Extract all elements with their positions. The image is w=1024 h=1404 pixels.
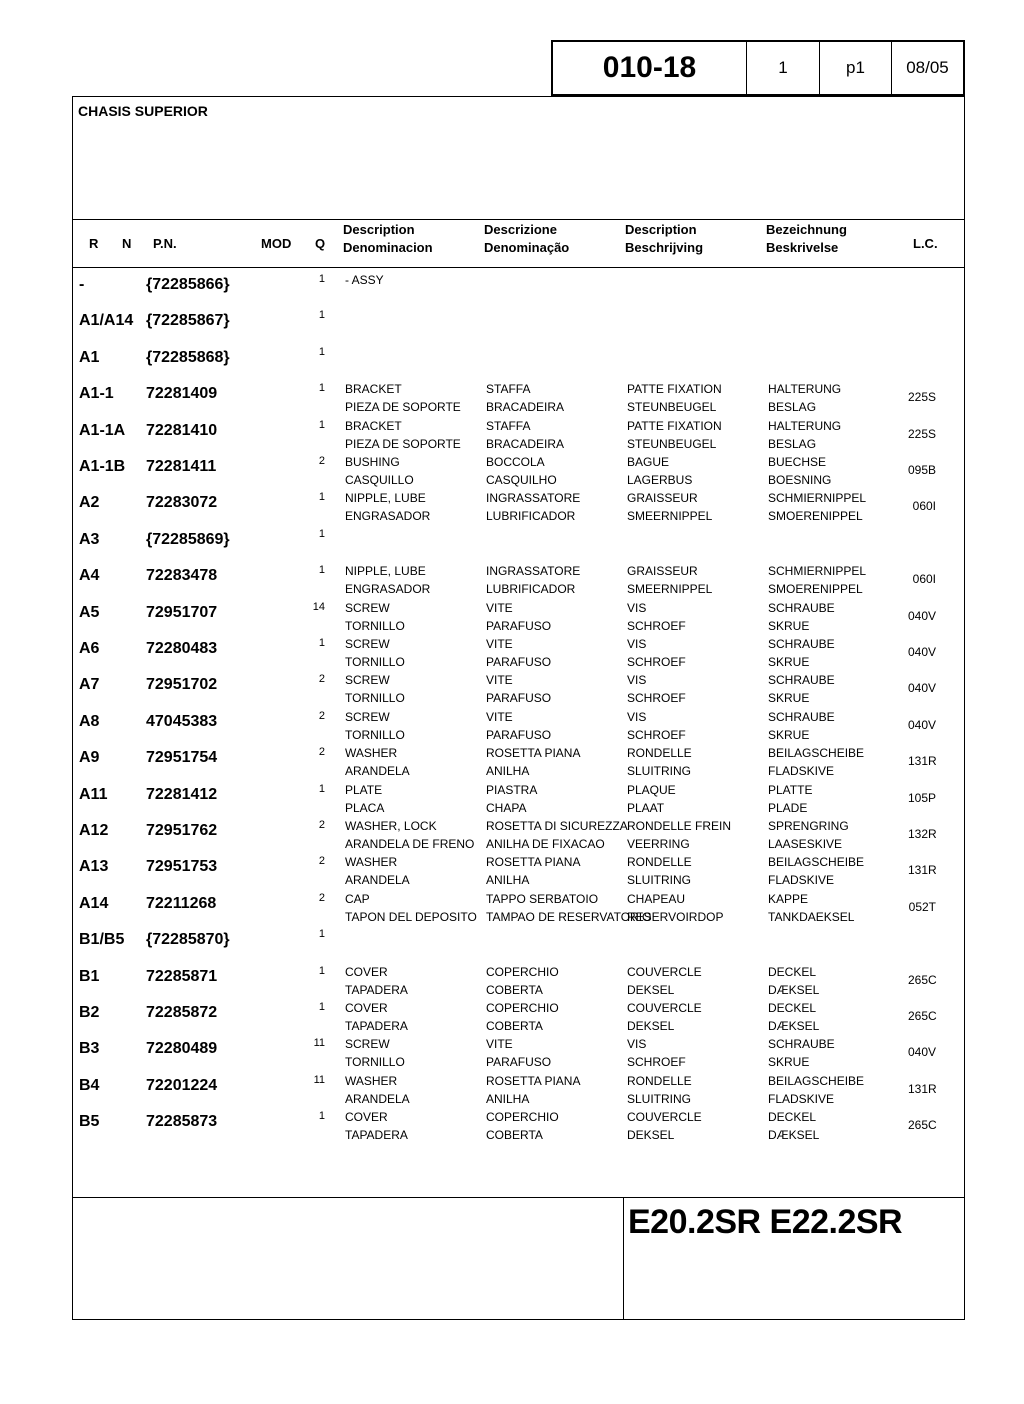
description-d5: PATTE FIXATION — [627, 418, 722, 433]
description-d8: TANKDAEKSEL — [768, 909, 855, 924]
description-d8: FLADSKIVE — [768, 873, 835, 888]
description-d2: CASQUILLO — [345, 473, 414, 487]
description-d8: PLADE — [768, 800, 808, 815]
part-number: 72211268 — [146, 894, 217, 912]
description-d7: DECKEL — [768, 1110, 817, 1125]
lc-code: 265C — [908, 1009, 937, 1023]
part-number: 72285873 — [146, 1113, 218, 1131]
lc-code: 131R — [908, 863, 937, 878]
col-header-de — [766, 221, 847, 257]
description-d1: BRACKET — [345, 382, 402, 397]
col-header-en-line2: Denominacion — [343, 240, 433, 255]
description-d4: PARAFUSO — [486, 618, 552, 633]
quantity: 2 — [318, 891, 325, 904]
part-number: 72280483 — [146, 640, 218, 657]
description-d2: PLACA — [345, 800, 385, 815]
description-d2: TORNILLO — [345, 618, 405, 633]
description-d5: VIS — [627, 1037, 647, 1052]
item-reference: A11 — [79, 785, 108, 803]
description-d6: LAGERBUS — [627, 473, 693, 487]
description-d7: SCHRAUBE — [768, 600, 835, 615]
item-reference: A6 — [79, 640, 100, 657]
table-row — [73, 597, 963, 633]
table-row — [73, 1070, 963, 1106]
description-d1: WASHER — [345, 746, 398, 761]
table-row — [73, 269, 963, 305]
quantity: 2 — [318, 709, 325, 722]
description-d8: DÆKSEL — [768, 1019, 820, 1033]
description-d7: SCHRAUBE — [768, 709, 835, 724]
description-d7: BEILAGSCHEIBE — [768, 746, 865, 761]
item-reference: B1 — [79, 967, 100, 985]
divider — [73, 219, 964, 220]
item-reference: A13 — [79, 858, 109, 876]
description-d7: BUECHSE — [768, 455, 827, 469]
quantity: 1 — [318, 637, 325, 649]
lc-code: 040V — [908, 681, 937, 696]
item-reference: A7 — [79, 676, 100, 694]
description-d1: NIPPLE, LUBE — [345, 491, 426, 506]
item-reference: - — [79, 276, 85, 293]
description-d6: SCHROEF — [627, 655, 686, 669]
description-d7: DECKEL — [768, 1001, 817, 1015]
description-d5: GRAISSEUR — [627, 491, 698, 506]
description-d3: TAPPO SERBATOIO — [486, 891, 599, 906]
quantity: 1 — [318, 273, 325, 285]
part-number: 72951754 — [146, 749, 218, 767]
part-number: 72951702 — [146, 676, 218, 694]
description-d4: PARAFUSO — [486, 655, 552, 669]
quantity: 11 — [313, 1037, 325, 1050]
description-d8: SKRUE — [768, 1055, 810, 1070]
col-header-it-line1: Descrizione — [484, 222, 557, 237]
part-number: 72951762 — [146, 822, 218, 839]
table-row — [73, 342, 963, 378]
description-d4: ANILHA — [486, 1091, 530, 1106]
description-d1: SCREW — [345, 600, 390, 615]
description-d6: SCHROEF — [627, 691, 686, 706]
description-d6: DEKSEL — [627, 982, 675, 997]
description-d1: WASHER — [345, 1073, 398, 1088]
item-reference: A5 — [79, 603, 100, 621]
description-d5: COUVERCLE — [627, 1001, 702, 1015]
document-code: 010-18 — [553, 42, 747, 94]
description-d4: TAMPAO DE RESERVATORIO — [486, 909, 652, 924]
description-d6: DEKSEL — [627, 1128, 675, 1143]
table-row — [73, 669, 963, 705]
document-header-box — [551, 40, 965, 96]
lc-code: 040V — [908, 717, 937, 732]
description-d1: WASHER, LOCK — [345, 819, 437, 833]
part-number: 72281409 — [146, 385, 218, 403]
description-d2: TORNILLO — [345, 727, 405, 742]
description-d1: SCREW — [345, 637, 390, 651]
table-row — [73, 305, 963, 341]
table-row — [73, 633, 963, 669]
description-d5: COUVERCLE — [627, 964, 702, 979]
quantity: 1 — [318, 1110, 325, 1123]
description-d5: PATTE FIXATION — [627, 382, 722, 397]
description-d3: COPERCHIO — [486, 1001, 559, 1015]
description-d7: SCHRAUBE — [768, 1037, 835, 1052]
description-d3: COPERCHIO — [486, 964, 559, 979]
description-d6: STEUNBEUGEL — [627, 436, 717, 451]
lc-code: 060I — [912, 572, 936, 587]
col-header-pn: P.N. — [153, 236, 177, 251]
description-d4: ANILHA — [486, 764, 530, 779]
description-d8: FLADSKIVE — [768, 764, 835, 779]
part-number: 72201224 — [146, 1076, 218, 1094]
col-header-fr — [625, 221, 703, 257]
quantity: 1 — [318, 928, 325, 941]
description-d5: VIS — [627, 637, 647, 651]
description-d8: BESLAG — [768, 400, 817, 415]
description-d1: COVER — [345, 964, 388, 979]
divider — [73, 1197, 964, 1198]
description-d3: INGRASSATORE — [486, 491, 581, 506]
description-d3: STAFFA — [486, 418, 531, 433]
description-d4: COBERTA — [486, 982, 543, 997]
item-reference: B3 — [79, 1040, 100, 1058]
table-row — [73, 815, 963, 851]
description-d4: PARAFUSO — [486, 727, 552, 742]
part-number: 72951753 — [146, 858, 218, 876]
description-d1: CAP — [345, 891, 370, 906]
description-d2: ENGRASADOR — [345, 509, 431, 524]
quantity: 1 — [318, 491, 325, 504]
table-row — [73, 524, 963, 560]
part-number: 72283072 — [146, 494, 218, 512]
item-reference: B5 — [79, 1113, 100, 1131]
description-d6: SMEERNIPPEL — [627, 582, 713, 597]
part-number: {72285870} — [146, 931, 230, 949]
description-d3: ROSETTA PIANA — [486, 855, 581, 870]
table-row — [73, 851, 963, 887]
lc-code: 225S — [908, 426, 937, 441]
table-row — [73, 487, 963, 523]
description-d8: BESLAG — [768, 436, 817, 451]
item-reference: A1 — [79, 348, 100, 366]
item-reference: A4 — [79, 567, 100, 585]
item-reference: A2 — [79, 494, 100, 512]
quantity: 1 — [318, 564, 325, 577]
description-d3: VITE — [486, 637, 513, 651]
col-header-it — [484, 221, 569, 257]
lc-code: 040V — [908, 645, 937, 659]
description-d2: TAPADERA — [345, 982, 408, 997]
description-d6: SLUITRING — [627, 764, 692, 779]
lc-code: 060I — [912, 499, 936, 514]
description-d5: VIS — [627, 673, 647, 688]
description-d3: VITE — [486, 673, 513, 688]
part-number: 72283478 — [146, 567, 218, 585]
quantity: 1 — [318, 527, 325, 540]
description-d8: DÆKSEL — [768, 1128, 820, 1143]
description-d2: TAPON DEL DEPOSITO — [345, 909, 477, 924]
description-d6: SCHROEF — [627, 727, 686, 742]
model-name: E20.2SR E22.2SR — [628, 1203, 903, 1241]
description-d2: TAPADERA — [345, 1019, 408, 1033]
description-d5: BAGUE — [627, 455, 670, 469]
lc-code: 095B — [908, 463, 937, 477]
col-header-r: R — [89, 236, 99, 251]
description-d1: NIPPLE, LUBE — [345, 564, 426, 579]
description-d3: PIASTRA — [486, 782, 538, 797]
quantity: 2 — [318, 673, 325, 686]
description-d4: BRACADEIRA — [486, 436, 565, 451]
col-header-de-line2: Beskrivelse — [766, 240, 839, 255]
description-d1: SCREW — [345, 673, 390, 688]
table-row — [73, 706, 963, 742]
description-d2: ARANDELA DE FRENO — [345, 837, 475, 851]
part-number: {72285867} — [146, 312, 230, 330]
item-reference: A9 — [79, 749, 100, 767]
description-d1: PLATE — [345, 782, 383, 797]
description-d7: HALTERUNG — [768, 382, 842, 397]
description-d6: STEUNBEUGEL — [627, 400, 717, 415]
description-d3: BOCCOLA — [486, 455, 545, 469]
item-reference: A3 — [79, 530, 100, 548]
quantity: 1 — [318, 382, 325, 395]
part-number: 72281411 — [146, 458, 217, 475]
description-d4: LUBRIFICADOR — [486, 582, 576, 597]
description-d8: SKRUE — [768, 691, 810, 706]
table-row — [73, 924, 963, 960]
item-reference: A14 — [79, 894, 109, 912]
description-d7: KAPPE — [768, 891, 809, 906]
description-d8: SKRUE — [768, 727, 810, 742]
description-d2: TORNILLO — [345, 1055, 405, 1070]
item-reference: A1-1B — [79, 458, 126, 475]
lc-code: 132R — [908, 827, 937, 841]
table-row — [73, 742, 963, 778]
description-d2: TORNILLO — [345, 655, 405, 669]
lc-code: 105P — [908, 790, 937, 805]
part-number: 47045383 — [146, 712, 218, 730]
description-d8: SMOERENIPPEL — [768, 509, 863, 524]
description-d4: CHAPA — [486, 800, 527, 815]
lc-code: 040V — [908, 1045, 937, 1060]
description-d3: COPERCHIO — [486, 1110, 559, 1125]
quantity: 2 — [318, 855, 325, 868]
quantity: 1 — [318, 345, 325, 358]
quantity: 2 — [318, 455, 325, 467]
col-header-n: N — [122, 236, 132, 251]
description-d7: SCHMIERNIPPEL — [768, 491, 867, 506]
description-d4: COBERTA — [486, 1019, 543, 1033]
table-row — [73, 961, 963, 997]
description-d2: PIEZA DE SOPORTE — [345, 400, 461, 415]
table-row — [73, 451, 963, 487]
description-d2: ARANDELA — [345, 764, 410, 779]
description-d5: RONDELLE — [627, 746, 692, 761]
description-d3: INGRASSATORE — [486, 564, 581, 579]
quantity: 1 — [318, 964, 325, 977]
footer-divider — [623, 1197, 624, 1319]
section-title: CHASIS SUPERIOR — [78, 103, 208, 119]
description-d4: ANILHA — [486, 873, 530, 888]
description-d7: BEILAGSCHEIBE — [768, 855, 865, 870]
description-d8: SKRUE — [768, 618, 810, 633]
description-d6: DEKSEL — [627, 1019, 675, 1033]
description-d4: CASQUILHO — [486, 473, 557, 487]
col-header-en-line1: Description — [343, 222, 415, 237]
description-d6: SMEERNIPPEL — [627, 509, 713, 524]
item-reference: B2 — [79, 1004, 100, 1021]
col-header-en — [343, 221, 433, 257]
description-d2: ENGRASADOR — [345, 582, 431, 597]
description-d2: TAPADERA — [345, 1128, 408, 1143]
description-d2: ARANDELA — [345, 1091, 410, 1106]
description-d4: PARAFUSO — [486, 1055, 552, 1070]
description-d5: RONDELLE — [627, 1073, 692, 1088]
quantity: 2 — [318, 819, 325, 831]
part-number: 72285871 — [146, 967, 218, 985]
description-d5: VIS — [627, 600, 647, 615]
description-d7: HALTERUNG — [768, 418, 842, 433]
description-d5: RONDELLE FREIN — [627, 819, 732, 833]
part-number: {72285869} — [146, 530, 230, 548]
description-d6: PLAAT — [627, 800, 665, 815]
lc-code: 131R — [908, 754, 937, 769]
description-d3: STAFFA — [486, 382, 531, 397]
description-d5: GRAISSEUR — [627, 564, 698, 579]
quantity: 2 — [318, 746, 325, 759]
description-d5: CHAPEAU — [627, 891, 686, 906]
col-header-q: Q — [315, 236, 326, 251]
col-header-lc: L.C. — [913, 236, 938, 251]
item-reference: B1/B5 — [79, 931, 125, 949]
item-reference: A12 — [79, 822, 109, 839]
description-d1: SCREW — [345, 1037, 390, 1052]
description-d1: SCREW — [345, 709, 390, 724]
lc-code: 265C — [908, 972, 937, 987]
lc-code: 040V — [908, 608, 937, 623]
description-d8: LAASESKIVE — [768, 837, 843, 851]
description-d5: VIS — [627, 709, 647, 724]
item-reference: B4 — [79, 1076, 100, 1094]
table-row — [73, 997, 963, 1033]
sheet-number: 1 — [747, 42, 820, 94]
description-d6: RESERVOIRDOP — [627, 909, 724, 924]
col-header-fr-line1: Description — [625, 222, 697, 237]
table-row — [73, 1033, 963, 1069]
description-d5: COUVERCLE — [627, 1110, 702, 1125]
description-d6: SLUITRING — [627, 1091, 692, 1106]
divider — [73, 267, 964, 268]
item-reference: A1/A14 — [79, 312, 134, 330]
part-number: 72951707 — [146, 603, 218, 621]
item-reference: A1-1A — [79, 421, 126, 439]
quantity: 1 — [318, 782, 325, 795]
description-d7: SCHRAUBE — [768, 637, 835, 651]
description-d7: SCHRAUBE — [768, 673, 835, 688]
part-number: {72285866} — [146, 276, 230, 293]
table-row — [73, 779, 963, 815]
description-d3: VITE — [486, 709, 513, 724]
part-number: 72281410 — [146, 421, 218, 439]
description-d6: VEERRING — [627, 837, 690, 851]
description-d7: PLATTE — [768, 782, 813, 797]
description-d3: ROSETTA PIANA — [486, 746, 581, 761]
description-d4: LUBRIFICADOR — [486, 509, 576, 524]
item-reference: A8 — [79, 712, 100, 730]
part-number: {72285868} — [146, 348, 230, 366]
lc-code: 265C — [908, 1118, 937, 1133]
description-d1: COVER — [345, 1110, 388, 1125]
part-number: 72281412 — [146, 785, 218, 803]
description-d7: SCHMIERNIPPEL — [768, 564, 867, 579]
item-reference: A1-1 — [79, 385, 114, 403]
lc-code: 131R — [908, 1081, 937, 1096]
quantity: 1 — [318, 418, 325, 431]
description-d2: ARANDELA — [345, 873, 410, 888]
lc-code: 225S — [908, 390, 937, 405]
description-d8: SMOERENIPPEL — [768, 582, 863, 597]
description-d2: PIEZA DE SOPORTE — [345, 436, 461, 451]
description-d4: PARAFUSO — [486, 691, 552, 706]
description-d1: - ASSY — [345, 273, 384, 287]
description-d1: WASHER — [345, 855, 398, 870]
description-d1: BUSHING — [345, 455, 400, 469]
description-d3: VITE — [486, 600, 513, 615]
description-d7: DECKEL — [768, 964, 817, 979]
parts-list-frame — [72, 96, 965, 1320]
description-d5: RONDELLE — [627, 855, 692, 870]
part-number: 72285872 — [146, 1004, 218, 1021]
description-d8: SKRUE — [768, 655, 810, 669]
table-row — [73, 888, 963, 924]
description-d6: SCHROEF — [627, 1055, 686, 1070]
part-number: 72280489 — [146, 1040, 218, 1058]
description-d8: FLADSKIVE — [768, 1091, 835, 1106]
table-row — [73, 1106, 963, 1142]
table-row — [73, 378, 963, 414]
description-d4: COBERTA — [486, 1128, 543, 1143]
description-d1: BRACKET — [345, 418, 402, 433]
description-d5: PLAQUE — [627, 782, 676, 797]
description-d7: BEILAGSCHEIBE — [768, 1073, 865, 1088]
description-d4: ANILHA DE FIXACAO — [486, 837, 605, 851]
description-d2: TORNILLO — [345, 691, 405, 706]
description-d8: BOESNING — [768, 473, 832, 487]
description-d3: ROSETTA PIANA — [486, 1073, 581, 1088]
quantity: 1 — [318, 1001, 325, 1013]
description-d7: SPRENGRING — [768, 819, 849, 833]
description-d4: BRACADEIRA — [486, 400, 565, 415]
quantity: 1 — [318, 309, 325, 322]
description-d3: VITE — [486, 1037, 513, 1052]
col-header-mod: MOD — [261, 236, 292, 251]
quantity: 11 — [313, 1073, 325, 1086]
table-row — [73, 415, 963, 451]
document-date: 08/05 — [906, 58, 949, 77]
page-number: p1 — [820, 42, 892, 94]
description-d6: SCHROEF — [627, 618, 686, 633]
description-d8: DÆKSEL — [768, 982, 820, 997]
col-header-it-line2: Denominação — [484, 240, 570, 255]
table-row — [73, 560, 963, 596]
col-header-fr-line2: Beschrijving — [625, 240, 704, 255]
col-header-de-line1: Bezeichnung — [766, 222, 847, 237]
description-d1: COVER — [345, 1001, 388, 1015]
lc-code: 052T — [908, 899, 936, 914]
quantity: 14 — [312, 600, 325, 613]
description-d3: ROSETTA DI SICUREZZA — [486, 819, 628, 833]
description-d6: SLUITRING — [627, 873, 692, 888]
